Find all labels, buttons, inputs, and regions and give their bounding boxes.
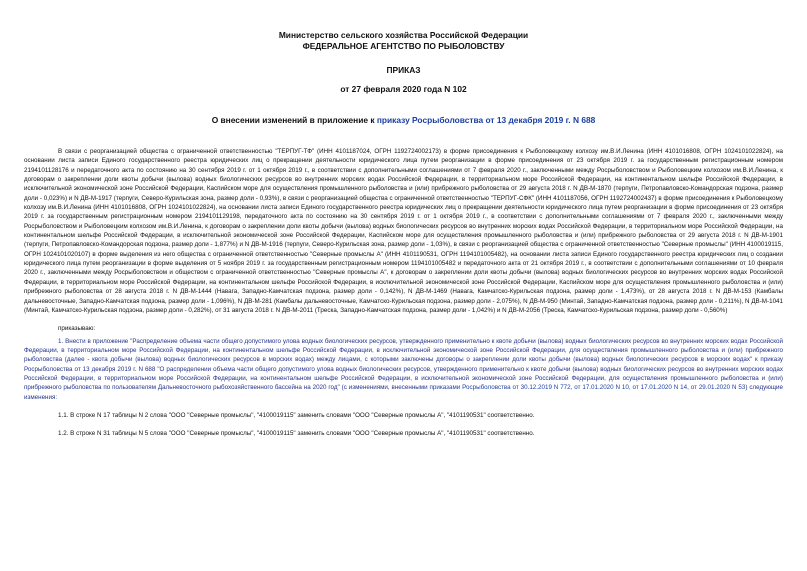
preamble-paragraph: В связи с реорганизацией общества с ограниченной ответственностью "ТЕРПУГ-ТФ" (ИНН 4101187024, ОГРН 1192724002173) в форме присоединения к Рыболовецкому колхозу им.В.И.Ленина (ИНН 4101016808, ОГРН 1024101022824), на основании листа записи Единого государственного реестра юридических лиц о прекращении деятельности юридического лица путем реорганизации в форме присоединения от 23 октября 2019 г. за государственным регистрационным номером 2194101128176 и передаточного акта по состоянию на 30 сентября 2019 г. от 1 октября 2019 г., в соответствии с дополнительными соглашениями от 7 февраля 2020 г., заключенными между Росрыболовством и Рыболовецким колхозом им.В.И.Ленина, к договорам о закреплении доли квоты добычи (вылова) водных биологических ресурсов во внутренних морских водах Российской Федерации, в территориальном море Российской Федерации, на континентальном шельфе Российской Федерации, в исключительной экономической зоне Российской Федерации, Каспийском море для осуществления промышленного рыболовства и (или) прибрежного рыболовства от 29 августа 2018 г. N ДВ-М-1870 (терпуги, Петропавловско-Командорская подзона, размер доли - 0,023%) и N ДВ-М-1917 (терпуги, Северо-Курильская зона, размер доли - 0,93%), в связи с реорганизацией общества с ограниченной ответственностью "ТЕРПУГ-СФК" (ИНН 4101187056, ОГРН 1192724002437) в форме присоединения к Рыболовецкому колхозу им.В.И.Ленина (ИНН 4101016808, ОГРН 1024101022824), на основании листа записи Единого государственного реестра юридических лиц о прекращении деятельности юридического лица путем реорганизации в форме присоединения от 23 октября 2019 г. за государственным регистрационным номером 2194101129198, передаточного акта по состоянию на 30 сентября 2019 г. от 1 октября 2019 г., в соответствии с дополнительными соглашениями от 7 февраля 2020 г., заключенными между Росрыболовством и Рыболовецким колхозом им.В.И.Ленина, к договорам о закреплении доли квоты добычи (вылова) водных биологических ресурсов во внутренних морских водах Российской Федерации, в территориальном море Российской Федерации, на континентальном шельфе Российской Федерации, в исключительной экономической зоне Российской Федерации, Каспийском море для осуществления промышленного рыболовства и (или) прибрежного рыболовства от 29 августа 2018 г. N ДВ-М-1901 (терпуги, Петропавловско-Командорская подзона, размер доли - 1,877%) и N ДВ-М-1916 (терпуги, Северо-Курильская зона, размер доли - 1,03%), в связи с реорганизацией общества с ограниченной ответственностью "Северные промыслы" (ИНН 4100019115, ОГРН 1024101020107) в форме выделения из него общества с ограниченной ответственностью "Северные промыслы А" (ИНН 4101190531, ОГРН 1194101005482), на основании листа записи Единого государственного реестра юридических лиц о создании юридического лица путем реорганизации в форме выделения от 5 ноября 2019 г. за государственным регистрационным номером 1194101005482 и передаточного акта от 21 октября 2019 г., в соответствии с дополнительными соглашениями от 10 февраля 2020 г., заключенными между Росрыболовством и обществом с ограниченной ответственностью "Северные промыслы А", к договорам о закреплении доли квоты добычи (вылова) водных биологических ресурсов во внутренних морских водах Российской Федерации, в территориальном море Российской Федерации, на континентальном шельфе Российской Федерации, в исключительной экономической зоне Российской Федерации, Каспийском море для осуществления промышленного рыболовства и (или) прибрежного рыболовства от 28 августа 2018 г. N ДВ-М-1444 (Навага, Западно-Камчатская подзона, размер доли - 0,142%), N ДВ-М-1469 (Навага, Камчатско-Курильская подзона, размер доли - 1,473%), от 28 августа 2018 г. N ДВ-М-153 (Камбалы дальневосточные, Западно-Камчатская подзона, размер доли - 1,096%), N ДВ-М-281 (Камбалы дальневосточные, Камчатско-Курильская подзона, размер доли - 2,075%), N ДВ-М-950 (Минтай, Западно-Камчатская подзона, размер доли - 0,211%), N ДВ-М-1041 (Минтай, Камчатско-Курильская подзона, размер доли - 0,282%), от 31 августа 2018 г. N ДВ-М-2011 (Треска, Западно-Камчатская подзона, размер доли - 1,042%) и N ДВ-М-2056 (Треска, Камчатско-Курильская подзона, размер доли - 0,560%): [24, 148, 783, 314]
item-1-tail-suffix: ) следующие изменения:: [24, 384, 784, 401]
item-1-paragraph: [24, 337, 783, 402]
item-1-2-paragraph: 1.2. В строке N 31 таблицы N 5 слова "ООО "Северные промыслы", "4100019115" заменить словами "ООО "Северные промыслы А", "4101190531" соответственно.: [58, 430, 535, 438]
item-1-tail-prefix: (с изменениями, внесенными: [339, 384, 430, 392]
agency-name: ФЕДЕРАЛЬНОЕ АГЕНТСТВО ПО РЫБОЛОВСТВУ: [302, 40, 505, 51]
ministry-name: Министерство сельского хозяйства Российской Федерации: [278, 30, 529, 40]
ordered-word: приказываю:: [58, 325, 96, 333]
order-title: ПРИКАЗ: [386, 65, 421, 75]
document-header: [24, 30, 783, 51]
item-1-text: 1. Внести в приложение "Распределение объема части общего допустимого улова водных биологических ресурсов, утвержденного применительно к квоте добычи (вылова) водных биологических ресурсов во внутренних морских водах Российской Федерации, в территориальном море Российской Федерации, на континентальном шельфе Российской Федерации, в исключительной экономической зоне Российской Федерации, для осуществления промышленного рыболовства и (или) прибрежного рыболовства (далее - квота добычи (вылова) водных биологических ресурсов в морских водах) между лицами, с которыми заключены договоры о закреплении доли квоты добычи (вылова) водных биологических ресурсов в морских водах" к приказу Росрыболовства от 13 декабря 2019 г. N 688 "О распределении объема части общего допустимого улова водных биологических ресурсов, утвержденного применительно к квоте добычи (вылова) водных биологических ресурсов во внутренних морских водах Российской Федерации, в территориальном море Российской Федерации, на континентальном шельфе Российской Федерации, в исключительной экономической зоне Российской Федерации, для осуществления промышленного рыболовства и (или) прибрежного рыболовства по пользователям Дальневосточного рыбохозяйственного бассейна на 2020 год": [24, 337, 783, 392]
order-date: от 27 февраля 2020 года N 102: [340, 84, 467, 94]
subject-prefix: О внесении изменений в приложение к: [211, 115, 377, 125]
amending-orders-link[interactable]: приказами Росрыболовства от 30.12.2019 N 772, от 17.01.2020 N 10, от 17.01.2020 N 14, от 29.01.2020 N 53: [429, 384, 746, 392]
order-subject: [24, 115, 783, 125]
subject-order-link[interactable]: приказу Росрыболовства от 13 декабря 2019 г. N 688: [376, 115, 596, 125]
item-1-1-paragraph: 1.1. В строке N 17 таблицы N 2 слова "ООО "Северные промыслы", "4100019115" заменить словами "ООО "Северные промыслы А", "4101190531" соответственно.: [58, 411, 535, 419]
